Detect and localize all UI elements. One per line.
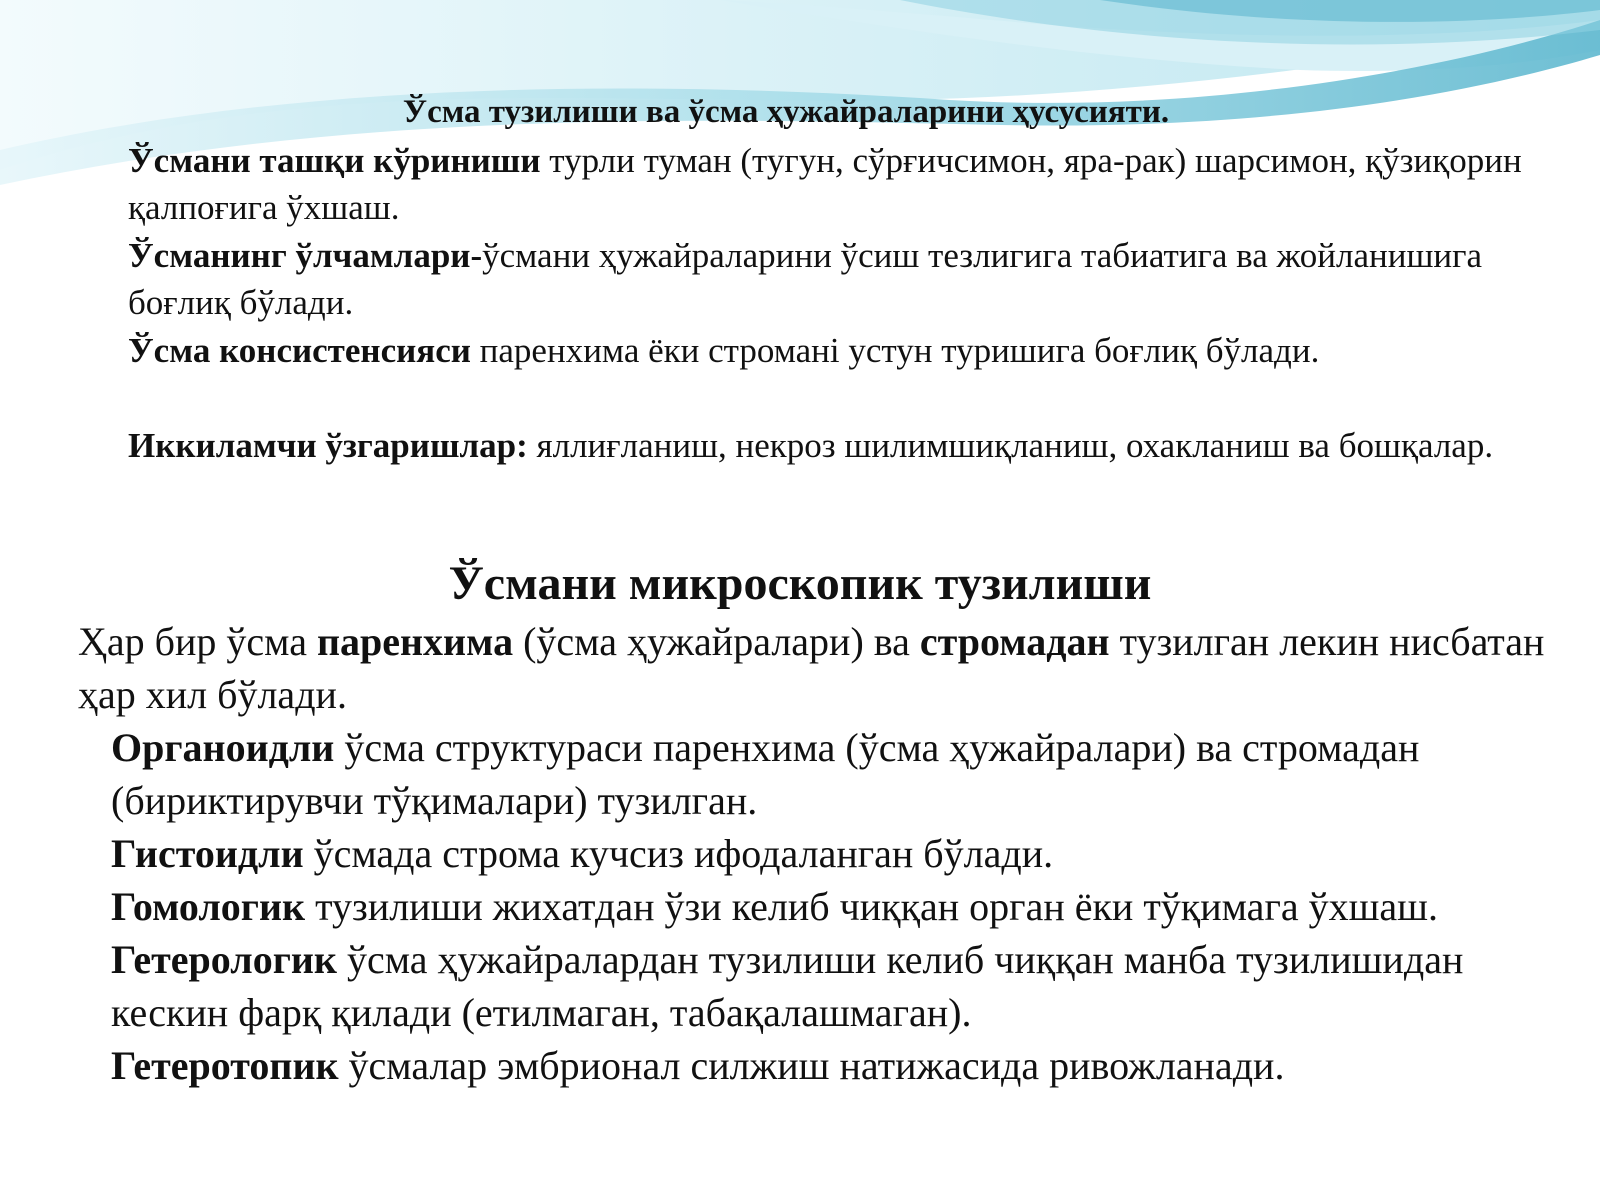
term: Иккиламчи ўзгаришлар: [128, 426, 528, 465]
term: паренхима [316, 619, 514, 664]
term: Ўсмани ташқи кўриниши [128, 141, 541, 180]
term: стромадан [919, 619, 1110, 664]
term: Ўсманинг ўлчамлари- [128, 236, 483, 275]
description: турли туман (тугун, сўрғичсимон, яра-рак) шарсимон, қўзиқорин қалпоғига ўхшаш. [128, 141, 1522, 227]
description: паренхима ёки строманi устун туришига боғлиқ бўлади. [470, 331, 1320, 370]
top-title: Ўсма тузилиши ва ўсма ҳужайраларини ҳусусияти. [402, 94, 1170, 130]
description: ўсмани ҳужайраларини ўсиш тезлигига табиатига ва жойланишига боғлиқ бўлади. [128, 236, 1483, 322]
description: яллиғланиш, некроз шилимшиқланиш, охакланиш ва бошқалар. [527, 426, 1494, 465]
description: ўсмалар эмбрионал силжиш натижасида ривожланади. [338, 1043, 1285, 1088]
term: Органоидли [111, 725, 335, 770]
text: тузилган лекин нисбатан ҳар хил бўлади. [78, 619, 1545, 717]
description: ўсма ҳужайралардан тузилиши келиб чиққан манба тузилишидан кескин фарқ қилади (етилмаган, табақалашмаган). [111, 937, 1464, 1035]
paragraph-size [128, 232, 1528, 326]
paragraph-consistency [128, 327, 1528, 374]
description: ўсмада строма кучсиз ифодаланган бўлади. [303, 831, 1054, 876]
term: Ўсма консистенсияси [128, 331, 471, 370]
definition-organoid [78, 721, 1558, 827]
section-body [78, 615, 1558, 1092]
definition-homologous [78, 880, 1558, 933]
description: ўсма структураси паренхима (ўсма ҳужайралари) ва стромадан (бириктирувчи тўқималари) тузилган. [111, 725, 1420, 823]
text: Ҳар бир ўсма [78, 619, 317, 664]
term: Гетеротопик [111, 1043, 339, 1088]
term: Гомологик [111, 884, 306, 929]
definition-histoid [78, 827, 1558, 880]
term: Гистоидли [111, 831, 304, 876]
paragraph-external-appearance [128, 137, 1528, 231]
section-heading: Ўсмани микроскопик тузилиши [448, 557, 1152, 610]
paragraph-secondary-changes [128, 422, 1528, 469]
definition-heterologous [78, 933, 1558, 1039]
intro-paragraph [78, 615, 1558, 721]
description: тузилиши жихатдан ўзи келиб чиққан орган ёки тўқимага ўхшаш. [305, 884, 1438, 929]
term: Гетерологик [111, 937, 337, 982]
definition-heterotopic [78, 1039, 1558, 1092]
text: (ўсма ҳужайралари) ва [513, 619, 920, 664]
